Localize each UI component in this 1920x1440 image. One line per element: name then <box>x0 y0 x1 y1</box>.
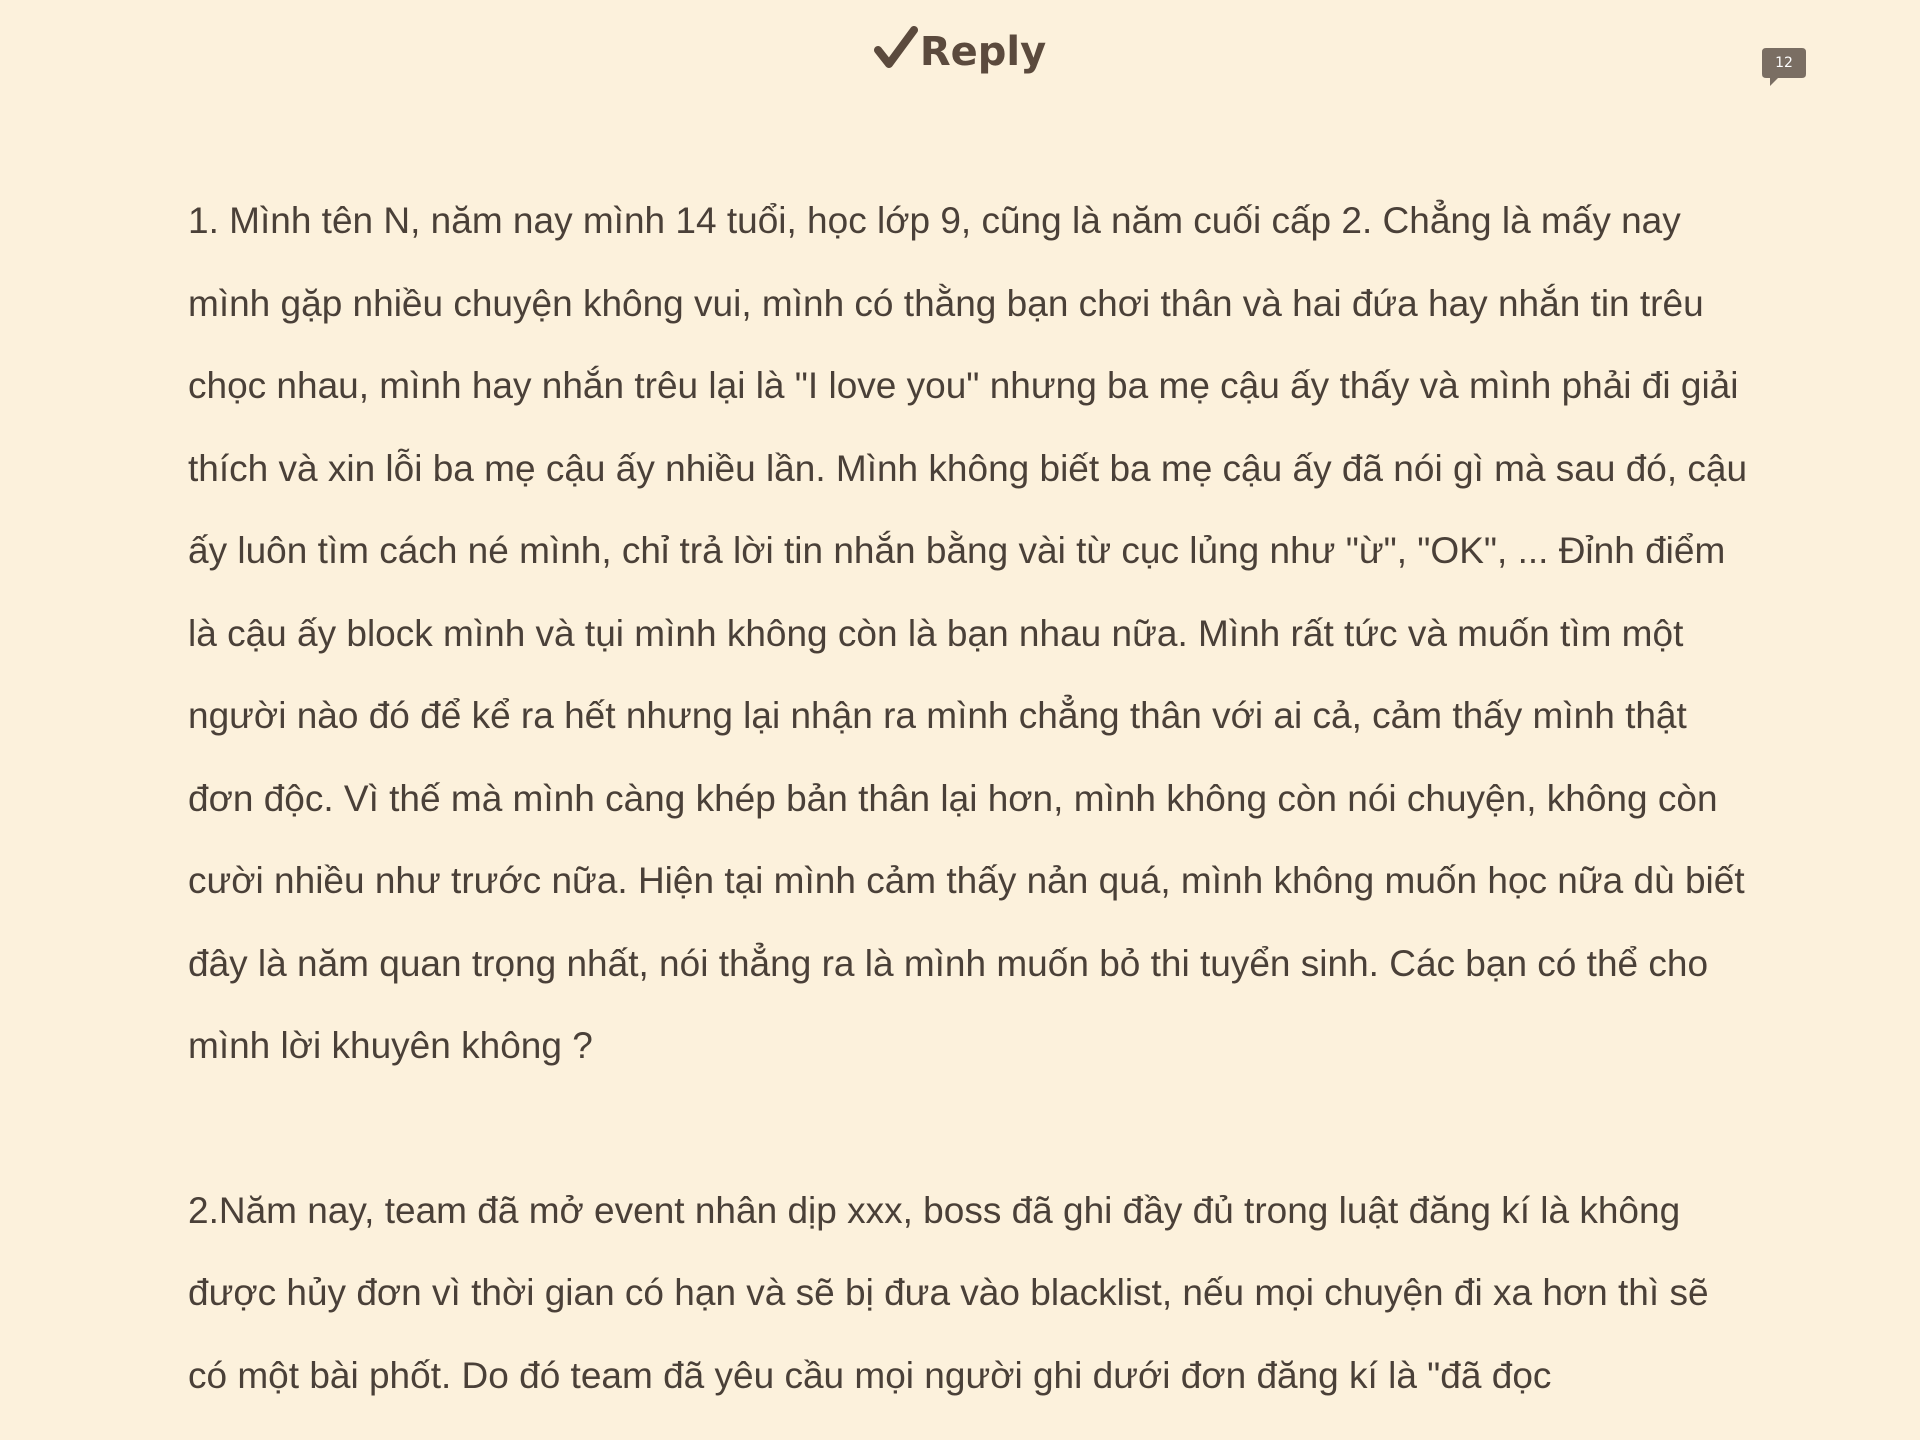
comment-count: 12 <box>1775 55 1793 71</box>
paragraph-1: 1. Mình tên N, năm nay mình 14 tuổi, học lớp 9, cũng là năm cuối cấp 2. Chẳng là mấy nay mình gặp nhiều chuyện không vui, mình có thằng bạn chơi thân và hai đứa hay nhắn tin trêu chọc nhau, mình hay nhắn trêu lại là "I love you" nhưng ba mẹ cậu ấy thấy và mình phải đi giải thích và xin lỗi ba mẹ cậu ấy nhiều lần. Mình không biết ba mẹ cậu ấy đã nói gì mà sau đó, cậu ấy luôn tìm cách né mình, chỉ trả lời tin nhắn bằng vài từ cục lủng như "ừ", "OK", ... Đỉnh điểm là cậu ấy block mình và tụi mình không còn là bạn nhau nữa. Mình rất tức và muốn tìm một người nào đó để kể ra hết nhưng lại nhận ra mình chẳng thân với ai cả, cảm thấy mình thật đơn độc. Vì thế mà mình càng khép bản thân lại hơn, mình không còn nói chuyện, không còn cười nhiều như trước nữa. Hiện tại mình cảm thấy nản quá, mình không muốn học nữa dù biết đây là năm quan trọng nhất, nói thẳng ra là mình muốn bỏ thi tuyển sinh. Các bạn có thể cho mình lời khuyên không ? <box>188 200 1748 1066</box>
app-logo[interactable] <box>0 22 1920 80</box>
checkmark-icon <box>874 26 918 70</box>
app-logo-text: Reply <box>919 29 1047 75</box>
app-header <box>0 0 1920 110</box>
article-body <box>188 180 1748 1440</box>
comment-count-badge[interactable] <box>1762 48 1806 88</box>
paragraph-2: 2.Năm nay, team đã mở event nhân dịp xxx, boss đã ghi đầy đủ trong luật đăng kí là không được hủy đơn vì thời gian có hạn và sẽ bị đưa vào blacklist, nếu mọi chuyện đi xa hơn thì sẽ có một bài phốt. Do đó team đã yêu cầu mọi người ghi dưới đơn đăng kí là "đã đọc <box>188 1189 1709 1396</box>
